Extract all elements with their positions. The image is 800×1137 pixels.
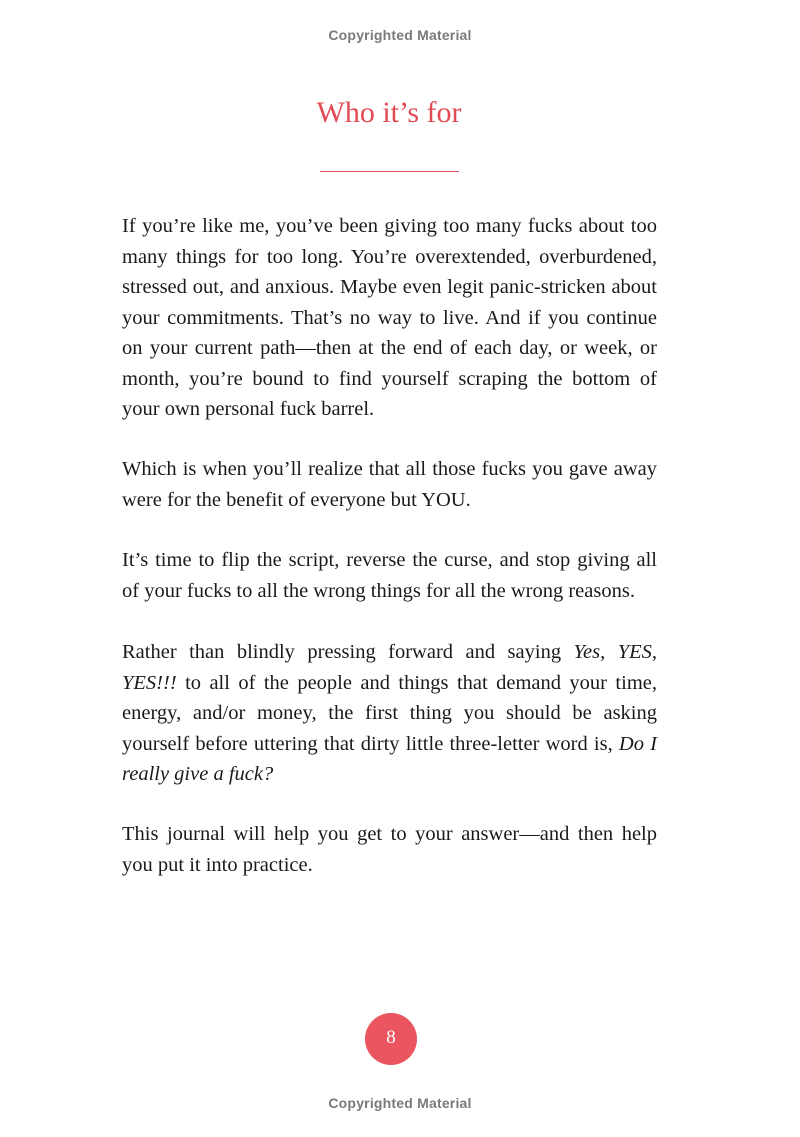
paragraph-5-text: This journal will help you get to your answer—and then help you put it into practice. <box>122 823 657 876</box>
copyright-watermark-bottom: Copyrighted Material <box>328 1095 472 1111</box>
page-title: Who it’s for <box>316 96 462 129</box>
paragraph-4-middle: to all of the people and things that demand your time, energy, and/or money, the first thing you should be asking yourself before uttering that dirty little three-letter word is, <box>122 671 657 755</box>
copyright-watermark-top: Copyrighted Material <box>328 27 472 43</box>
page-number-badge: 8 <box>365 1013 417 1065</box>
paragraph-1-text: If you’re like me, you’ve been giving too many fucks about too many things for too long. You’re overextended, overburdened, stressed out, and anxious. Maybe even legit panic-stricken about your commitments. That’s no way to live. And if you continue on your current path—then at the end of each day, or week, or month, you’re bound to find yourself scraping the bottom of your own personal fuck barrel. <box>122 215 657 420</box>
paragraph-4-before: Rather than blindly pressing forward and saying <box>122 641 574 663</box>
paragraph-flip-script <box>122 545 657 606</box>
paragraph-4-emphasis-question: Do I really give a fuck? <box>122 732 657 785</box>
paragraph-2-text: Which is when you’ll realize that all those fucks you gave away were for the benefit of everyone but YOU. <box>122 458 657 511</box>
title-underline-rule <box>320 171 459 172</box>
paragraph-journal <box>122 819 657 880</box>
paragraph-3-text: It’s time to flip the script, reverse the curse, and stop giving all of your fucks to all the wrong things for all the wrong reasons. <box>122 549 657 602</box>
paragraph-4-text <box>122 637 657 790</box>
paragraph-intro <box>122 211 657 425</box>
paragraph-realize <box>122 454 657 515</box>
paragraph-ask-yourself <box>122 637 657 790</box>
paragraph-4-emphasis-yes: Yes, YES, YES!!! <box>122 641 657 694</box>
